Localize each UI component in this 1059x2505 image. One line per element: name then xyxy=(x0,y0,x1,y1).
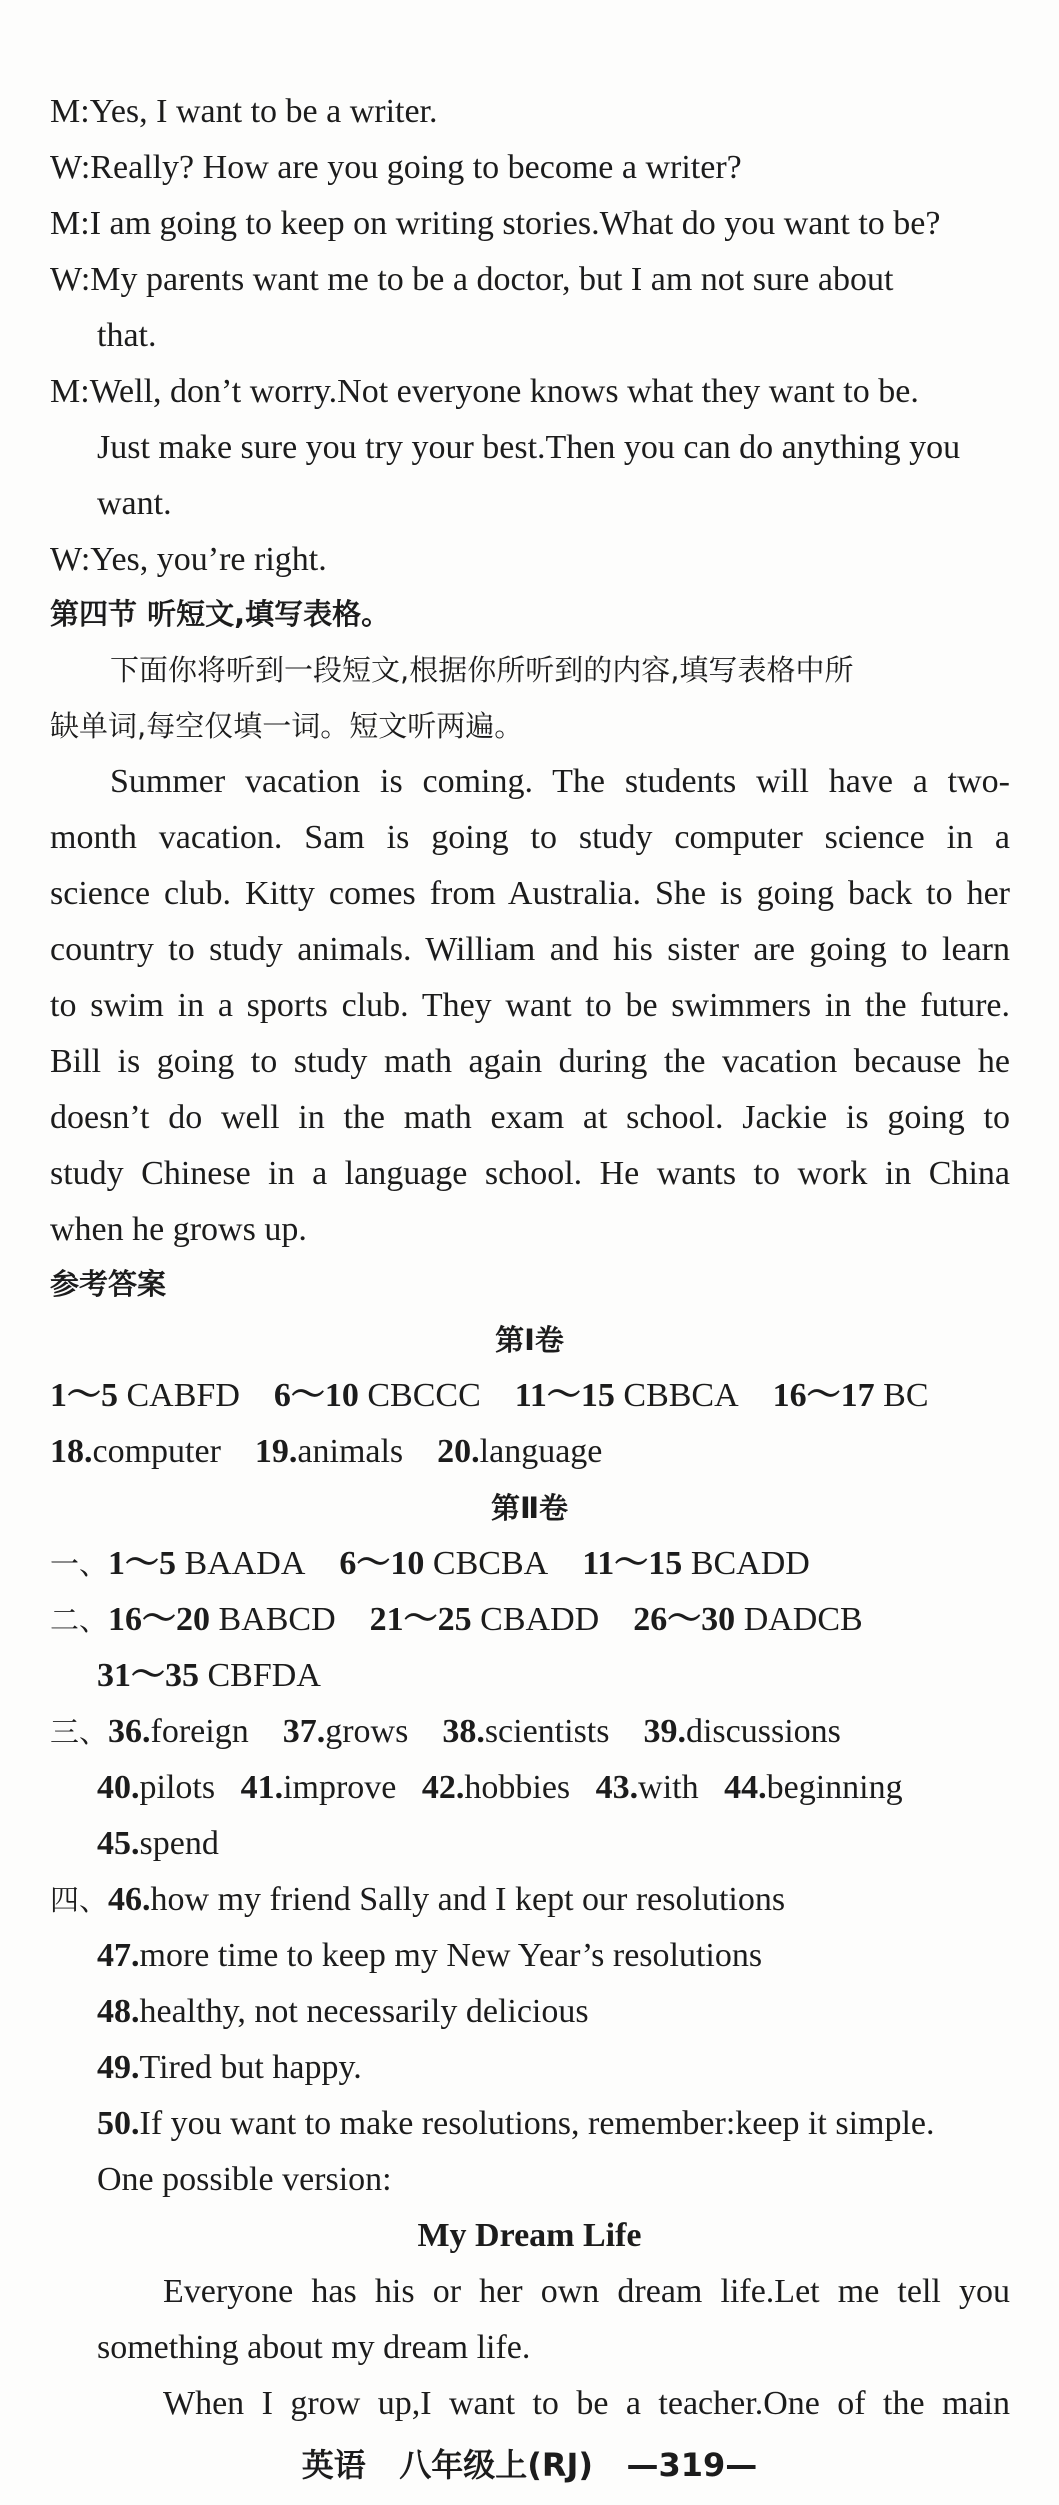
answer-number: 11～15 xyxy=(582,1545,683,1582)
answer-number: 37. xyxy=(282,1713,326,1750)
volume-2-title: 第Ⅱ卷 xyxy=(490,1491,569,1525)
dialogue-line: M:Well, don’t worry.Not everyone knows what they want to be. xyxy=(50,373,919,410)
answer-row xyxy=(50,1879,785,1921)
part-prefix: 一、 xyxy=(50,1547,109,1581)
dialogue-line: M:I am going to keep on writing stories.What do you want to be? xyxy=(50,205,941,242)
answer-value: beginning xyxy=(766,1769,903,1806)
page-footer xyxy=(0,2440,1059,2486)
part-prefix: 四、 xyxy=(50,1883,109,1917)
dialogue-text: Well, don’t worry.Not everyone knows what they want to be. xyxy=(89,373,919,410)
speaker-label: W xyxy=(50,149,81,186)
answer-row xyxy=(97,1991,589,2033)
answer-number: 36. xyxy=(108,1713,151,1750)
answer-row xyxy=(97,1655,321,1697)
version-label: One possible version: xyxy=(97,2161,392,2198)
answer-number: 31～35 xyxy=(97,1657,199,1694)
answer-value: pilots xyxy=(139,1769,216,1806)
answer-row xyxy=(97,2103,935,2145)
answer-row xyxy=(50,1599,863,1641)
answer-number: 20. xyxy=(437,1433,480,1470)
passage-line: month vacation. Sam is going to study computer science in a xyxy=(50,819,1010,856)
answer-value: more time to keep my New Year’s resolutions xyxy=(139,1937,763,1974)
dialogue-text: I am going to keep on writing stories.What do you want to be? xyxy=(89,205,941,242)
answer-value: Tired but happy. xyxy=(139,2049,362,2086)
footer-subject: 英语 xyxy=(301,2446,366,2484)
answer-value: foreign xyxy=(150,1713,249,1750)
answer-value: If you want to make resolutions, remember:keep it simple. xyxy=(139,2105,935,2142)
answer-number: 16～17 xyxy=(772,1377,875,1414)
essay-line: Everyone has his or her own dream life.Let me tell you xyxy=(163,2273,1010,2310)
answer-number: 46. xyxy=(108,1881,151,1918)
answer-row xyxy=(97,1823,219,1865)
answers-heading: 参考答案 xyxy=(50,1267,167,1301)
speaker-label: M xyxy=(50,93,81,130)
passage-line: to swim in a sports club. They want to be swimmers in the future. xyxy=(50,987,1010,1024)
instruction-text: 下面你将听到一段短文,根据你所听到的内容,填写表格中所 xyxy=(110,653,854,687)
part-prefix: 三、 xyxy=(50,1715,109,1749)
answer-number: 1～5 xyxy=(108,1545,177,1582)
answer-value: DADCB xyxy=(743,1601,863,1638)
essay-line: something about my dream life. xyxy=(97,2329,531,2366)
answer-value: CBFDA xyxy=(207,1657,321,1694)
passage-line: study Chinese in a language school. He wants to work in China xyxy=(50,1155,1010,1192)
speaker-label: W xyxy=(50,541,81,578)
answer-number: 21～25 xyxy=(369,1601,472,1638)
speaker-label: M xyxy=(50,205,81,242)
answer-number: 38. xyxy=(442,1713,485,1750)
answer-row xyxy=(50,1711,841,1753)
passage-line: when he grows up. xyxy=(50,1211,307,1248)
answer-number: 1～5 xyxy=(50,1377,118,1414)
answer-number: 44. xyxy=(724,1769,767,1806)
answer-number: 11～15 xyxy=(514,1377,615,1414)
answer-value: BC xyxy=(883,1377,929,1414)
answer-number: 49. xyxy=(97,2049,140,2086)
volume-1-title: 第Ⅰ卷 xyxy=(495,1323,564,1357)
answer-number: 42. xyxy=(421,1769,465,1806)
answer-value: CBADD xyxy=(480,1601,600,1638)
part-prefix: 二、 xyxy=(50,1603,109,1637)
dialogue-text: want. xyxy=(97,485,172,522)
answer-value: hobbies xyxy=(464,1769,571,1806)
essay-title: My Dream Life xyxy=(417,2217,642,2254)
dialogue-text: My parents want me to be a doctor, but I am not sure about xyxy=(90,261,894,298)
dialogue-text: Really? How are you going to become a writer? xyxy=(90,149,742,186)
answer-number: 40. xyxy=(97,1769,140,1806)
answer-value: BCADD xyxy=(690,1545,810,1582)
answer-value: discussions xyxy=(685,1713,841,1750)
dialogue-line: W:Yes, you’re right. xyxy=(50,541,327,578)
answer-value: CBCCC xyxy=(367,1377,481,1414)
answer-number: 43. xyxy=(595,1769,639,1806)
speaker-label: M xyxy=(50,373,81,410)
answer-number: 41. xyxy=(240,1769,284,1806)
answer-number: 26～30 xyxy=(633,1601,736,1638)
answer-row xyxy=(50,1431,602,1473)
answer-row xyxy=(97,2047,362,2089)
dialogue-text: Yes, you’re right. xyxy=(90,541,327,578)
passage-line: Bill is going to study math again during the vacation because he xyxy=(50,1043,1010,1080)
answer-number: 45. xyxy=(97,1825,140,1862)
answer-number: 19. xyxy=(254,1433,298,1470)
answer-value: spend xyxy=(139,1825,219,1862)
dialogue-text: Yes, I want to be a writer. xyxy=(89,93,438,130)
answer-row xyxy=(50,1375,929,1417)
answer-value: CBCBA xyxy=(432,1545,549,1582)
answer-value: how my friend Sally and I kept our resolutions xyxy=(150,1881,786,1918)
footer-grade: 八年级上(RJ) xyxy=(399,2446,594,2484)
passage-line: science club. Kitty comes from Australia. She is going back to her xyxy=(50,875,1010,912)
instruction-text: 缺单词,每空仅填一词。短文听两遍。 xyxy=(50,709,524,743)
answer-value: grows xyxy=(325,1713,409,1750)
dialogue-line: M:Yes, I want to be a writer. xyxy=(50,93,438,130)
answer-number: 18. xyxy=(50,1433,93,1470)
section-heading: 第四节 听短文,填写表格。 xyxy=(50,597,391,631)
essay-line: When I grow up,I want to be a teacher.One of the main xyxy=(163,2385,1010,2422)
answer-number: 16～20 xyxy=(108,1601,211,1638)
answer-value: BABCD xyxy=(218,1601,336,1638)
answer-value: with xyxy=(638,1769,699,1806)
answer-value: scientists xyxy=(484,1713,610,1750)
answer-row xyxy=(50,1543,810,1585)
answer-number: 47. xyxy=(97,1937,140,1974)
answer-number: 6～10 xyxy=(339,1545,425,1582)
answer-value: healthy, not necessarily delicious xyxy=(139,1993,589,2030)
passage-line: country to study animals. William and his sister are going to learn xyxy=(50,931,1010,968)
answer-value: animals xyxy=(297,1433,404,1470)
dialogue-text: that. xyxy=(97,317,157,354)
passage-line: doesn’t do well in the math exam at school. Jackie is going to xyxy=(50,1099,1010,1136)
answer-number: 50. xyxy=(97,2105,140,2142)
answer-number: 39. xyxy=(643,1713,686,1750)
answer-number: 48. xyxy=(97,1993,140,2030)
footer-page-number: —319— xyxy=(626,2446,758,2484)
answer-value: computer xyxy=(92,1433,221,1470)
answer-value: CABFD xyxy=(126,1377,240,1414)
speaker-label: W xyxy=(50,261,81,298)
answer-value: language xyxy=(479,1433,603,1470)
dialogue-line: W:Really? How are you going to become a writer? xyxy=(50,149,742,186)
dialogue-line: W:My parents want me to be a doctor, but I am not sure about xyxy=(50,261,894,298)
answer-value: CBBCA xyxy=(623,1377,739,1414)
answer-number: 6～10 xyxy=(273,1377,359,1414)
passage-line: Summer vacation is coming. The students will have a two- xyxy=(110,763,1010,800)
answer-value: BAADA xyxy=(184,1545,306,1582)
answer-row xyxy=(97,1935,762,1977)
dialogue-text: Just make sure you try your best.Then you can do anything you xyxy=(97,429,961,466)
answer-value: improve xyxy=(283,1769,397,1806)
answer-row xyxy=(97,1767,903,1809)
